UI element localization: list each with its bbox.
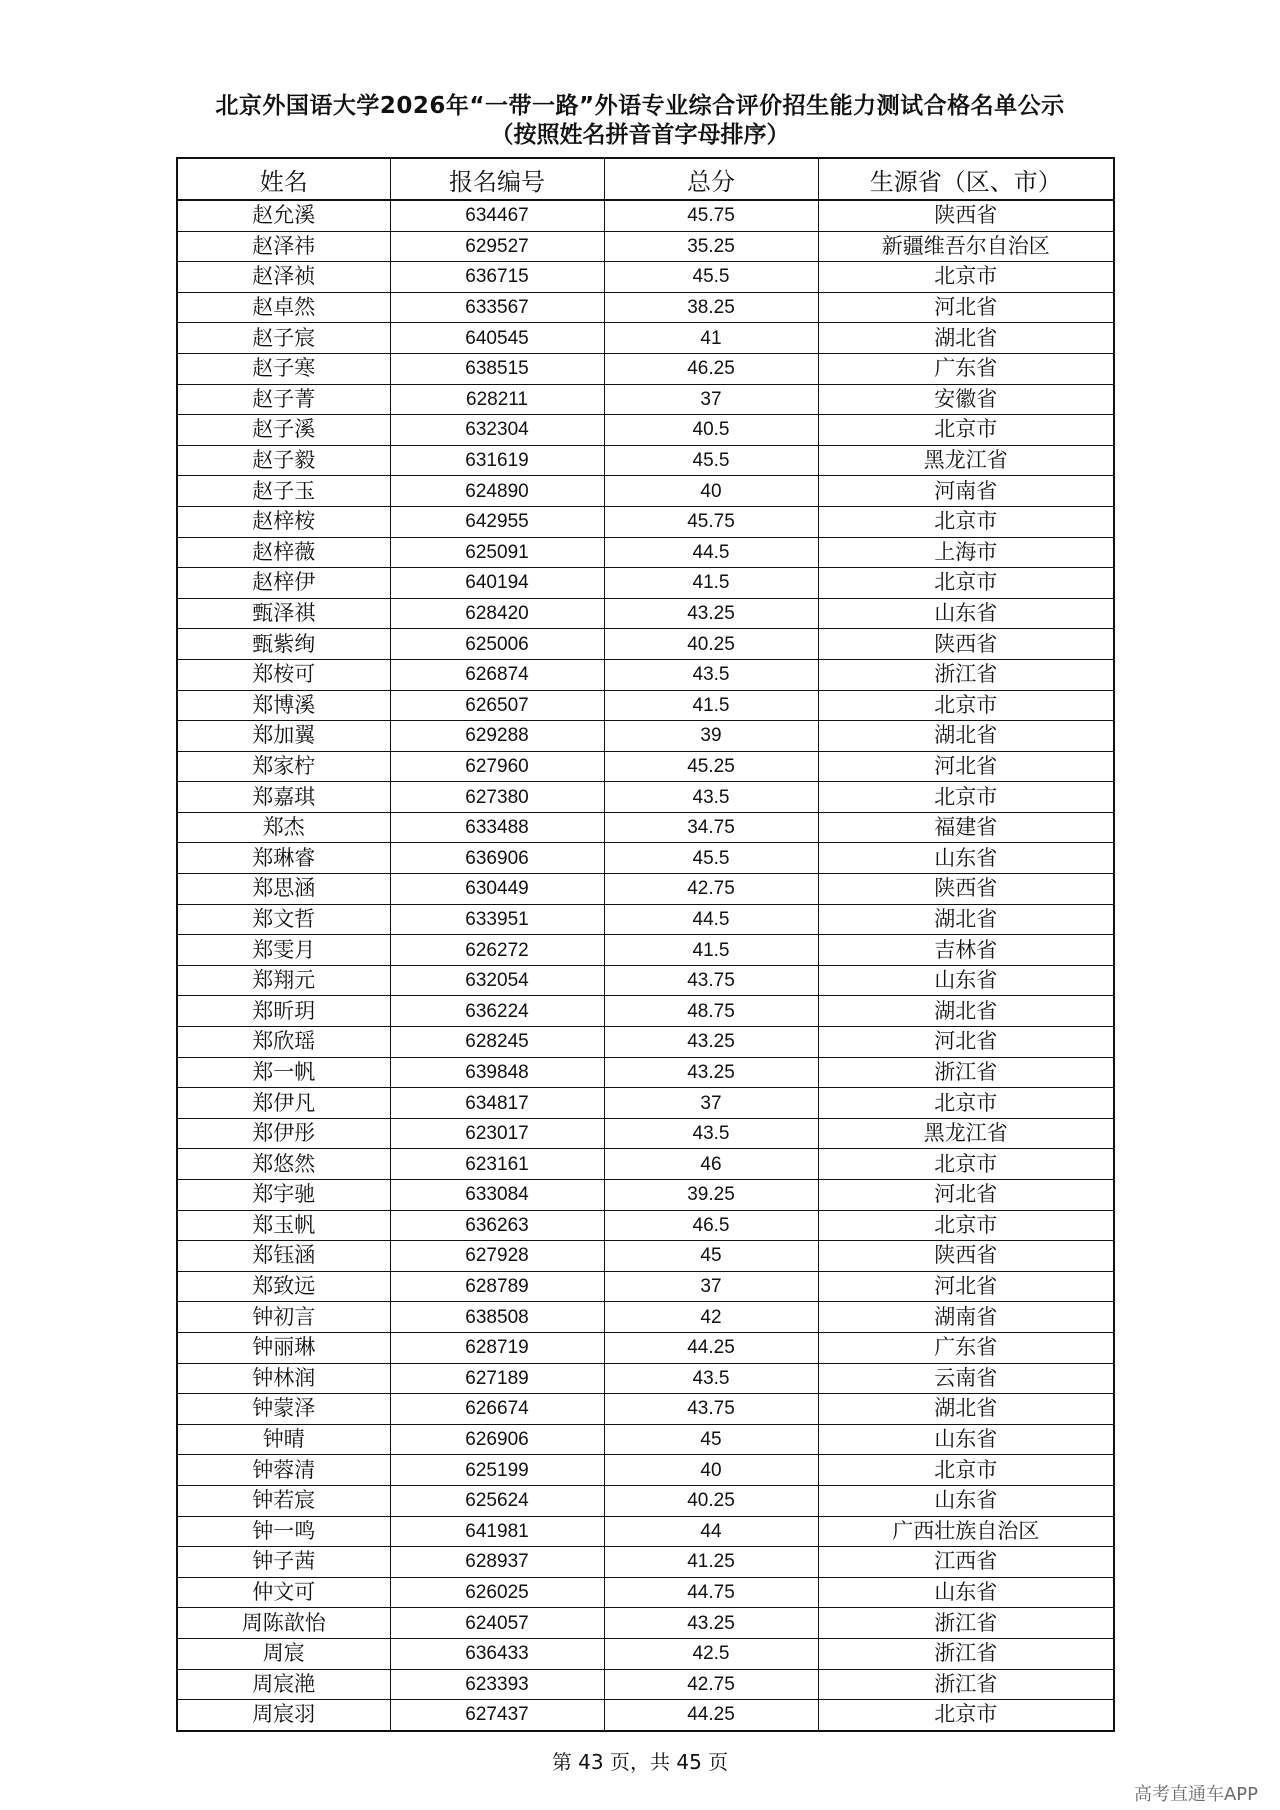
cell-province: 北京市	[818, 1149, 1114, 1180]
cell-registration-number: 639848	[390, 1057, 604, 1088]
cell-registration-number: 627928	[390, 1241, 604, 1272]
table-row	[177, 1363, 1114, 1394]
cell-registration-number: 627437	[390, 1700, 604, 1731]
cell-registration-number: 638508	[390, 1302, 604, 1333]
cell-name: 郑文哲	[177, 904, 390, 935]
cell-province: 北京市	[818, 506, 1114, 537]
cell-total-score: 43.25	[604, 598, 818, 629]
cell-total-score: 44.25	[604, 1700, 818, 1731]
cell-name: 郑宇驰	[177, 1180, 390, 1211]
cell-registration-number: 626874	[390, 659, 604, 690]
cell-name: 仲文可	[177, 1577, 390, 1608]
cell-registration-number: 631619	[390, 445, 604, 476]
cell-total-score: 40.25	[604, 1485, 818, 1516]
column-header-total-score: 总分	[604, 158, 818, 200]
cell-province: 湖北省	[818, 904, 1114, 935]
cell-name: 郑翔元	[177, 965, 390, 996]
cell-name: 钟初言	[177, 1302, 390, 1333]
column-header-registration-number: 报名编号	[390, 158, 604, 200]
cell-registration-number: 628211	[390, 384, 604, 415]
cell-total-score: 44	[604, 1516, 818, 1547]
cell-total-score: 45.5	[604, 262, 818, 293]
cell-registration-number: 640194	[390, 568, 604, 599]
table-row	[177, 415, 1114, 446]
cell-registration-number: 636906	[390, 843, 604, 874]
table-row	[177, 1241, 1114, 1272]
cell-province: 浙江省	[818, 659, 1114, 690]
cell-province: 广东省	[818, 1332, 1114, 1363]
cell-name: 钟蓉清	[177, 1455, 390, 1486]
cell-province: 北京市	[818, 1455, 1114, 1486]
cell-name: 赵子玉	[177, 476, 390, 507]
cell-province: 安徽省	[818, 384, 1114, 415]
cell-province: 江西省	[818, 1547, 1114, 1578]
cell-total-score: 43.5	[604, 1118, 818, 1149]
cell-province: 上海市	[818, 537, 1114, 568]
table-row	[177, 568, 1114, 599]
cell-province: 浙江省	[818, 1669, 1114, 1700]
cell-province: 北京市	[818, 1088, 1114, 1119]
cell-province: 北京市	[818, 1700, 1114, 1731]
cell-total-score: 43.25	[604, 1057, 818, 1088]
table-row	[177, 1547, 1114, 1578]
cell-name: 赵梓伊	[177, 568, 390, 599]
cell-name: 赵泽祎	[177, 231, 390, 262]
cell-total-score: 44.25	[604, 1332, 818, 1363]
table-row	[177, 1424, 1114, 1455]
table-row	[177, 659, 1114, 690]
cell-province: 北京市	[818, 782, 1114, 813]
cell-total-score: 42.5	[604, 1638, 818, 1669]
cell-province: 北京市	[818, 1210, 1114, 1241]
column-header-name: 姓名	[177, 158, 390, 200]
cell-province: 北京市	[818, 415, 1114, 446]
cell-name: 郑家柠	[177, 751, 390, 782]
cell-total-score: 42.75	[604, 874, 818, 905]
table-row	[177, 1485, 1114, 1516]
table-row	[177, 1638, 1114, 1669]
cell-registration-number: 628937	[390, 1547, 604, 1578]
cell-name: 钟若宸	[177, 1485, 390, 1516]
table-row	[177, 200, 1114, 231]
cell-province: 黑龙江省	[818, 445, 1114, 476]
cell-name: 郑桉可	[177, 659, 390, 690]
cell-registration-number: 626272	[390, 935, 604, 966]
cell-name: 赵卓然	[177, 292, 390, 323]
cell-registration-number: 625006	[390, 629, 604, 660]
cell-name: 郑伊彤	[177, 1118, 390, 1149]
table-row	[177, 782, 1114, 813]
cell-province: 河南省	[818, 476, 1114, 507]
cell-registration-number: 642955	[390, 506, 604, 537]
cell-registration-number: 628789	[390, 1271, 604, 1302]
cell-name: 钟晴	[177, 1424, 390, 1455]
cell-registration-number: 624890	[390, 476, 604, 507]
cell-province: 湖北省	[818, 323, 1114, 354]
cell-total-score: 43.75	[604, 1394, 818, 1425]
cell-province: 河北省	[818, 751, 1114, 782]
table-row	[177, 262, 1114, 293]
table-row	[177, 1302, 1114, 1333]
table-row	[177, 1700, 1114, 1731]
cell-total-score: 40	[604, 1455, 818, 1486]
cell-registration-number: 625091	[390, 537, 604, 568]
cell-name: 郑思涵	[177, 874, 390, 905]
cell-name: 赵梓桉	[177, 506, 390, 537]
cell-total-score: 41.5	[604, 935, 818, 966]
table-row	[177, 1577, 1114, 1608]
cell-total-score: 37	[604, 384, 818, 415]
table-row	[177, 629, 1114, 660]
cell-registration-number: 623393	[390, 1669, 604, 1700]
cell-registration-number: 625199	[390, 1455, 604, 1486]
cell-registration-number: 628245	[390, 1027, 604, 1058]
cell-total-score: 45.25	[604, 751, 818, 782]
cell-registration-number: 625624	[390, 1485, 604, 1516]
cell-province: 浙江省	[818, 1057, 1114, 1088]
cell-name: 郑杰	[177, 812, 390, 843]
cell-name: 赵允溪	[177, 200, 390, 231]
cell-total-score: 43.25	[604, 1027, 818, 1058]
cell-total-score: 46	[604, 1149, 818, 1180]
cell-province: 河北省	[818, 1027, 1114, 1058]
cell-total-score: 45.5	[604, 445, 818, 476]
cell-name: 钟林润	[177, 1363, 390, 1394]
table-row	[177, 996, 1114, 1027]
cell-province: 河北省	[818, 1180, 1114, 1211]
cell-name: 周宸滟	[177, 1669, 390, 1700]
cell-registration-number: 626906	[390, 1424, 604, 1455]
cell-province: 山东省	[818, 1485, 1114, 1516]
cell-province: 吉林省	[818, 935, 1114, 966]
document-subtitle: （按照姓名拼音首字母排序）	[490, 122, 790, 148]
cell-name: 钟一鸣	[177, 1516, 390, 1547]
table-row	[177, 843, 1114, 874]
table-row	[177, 1149, 1114, 1180]
table-row	[177, 904, 1114, 935]
table-row	[177, 874, 1114, 905]
cell-total-score: 46.25	[604, 353, 818, 384]
cell-total-score: 45.75	[604, 506, 818, 537]
table-row	[177, 353, 1114, 384]
cell-province: 陕西省	[818, 1241, 1114, 1272]
cell-registration-number: 634467	[390, 200, 604, 231]
cell-name: 甄紫绚	[177, 629, 390, 660]
cell-name: 赵子宸	[177, 323, 390, 354]
cell-name: 郑欣瑶	[177, 1027, 390, 1058]
cell-name: 郑致远	[177, 1271, 390, 1302]
cell-name: 甄泽祺	[177, 598, 390, 629]
watermark: 高考直通车APP	[1133, 1784, 1258, 1805]
cell-name: 郑嘉琪	[177, 782, 390, 813]
table-row	[177, 1455, 1114, 1486]
table-row	[177, 231, 1114, 262]
table-row	[177, 537, 1114, 568]
cell-name: 赵泽祯	[177, 262, 390, 293]
cell-registration-number: 636433	[390, 1638, 604, 1669]
cell-name: 郑悠然	[177, 1149, 390, 1180]
table-row	[177, 690, 1114, 721]
table-row	[177, 1088, 1114, 1119]
cell-province: 北京市	[818, 262, 1114, 293]
table-row	[177, 812, 1114, 843]
cell-registration-number: 633488	[390, 812, 604, 843]
table-row	[177, 1027, 1114, 1058]
cell-name: 周陈歆怡	[177, 1608, 390, 1639]
cell-registration-number: 626507	[390, 690, 604, 721]
cell-province: 山东省	[818, 598, 1114, 629]
table-body	[177, 200, 1114, 1731]
cell-name: 赵子溪	[177, 415, 390, 446]
cell-name: 周宸	[177, 1638, 390, 1669]
table-header-row	[177, 158, 1114, 200]
table-row	[177, 1118, 1114, 1149]
table-row	[177, 1210, 1114, 1241]
cell-province: 山东省	[818, 965, 1114, 996]
cell-total-score: 45.5	[604, 843, 818, 874]
cell-province: 云南省	[818, 1363, 1114, 1394]
table-row	[177, 721, 1114, 752]
cell-total-score: 43.75	[604, 965, 818, 996]
table-row	[177, 384, 1114, 415]
cell-name: 赵子毅	[177, 445, 390, 476]
cell-registration-number: 627380	[390, 782, 604, 813]
cell-province: 山东省	[818, 1577, 1114, 1608]
cell-registration-number: 623017	[390, 1118, 604, 1149]
table-row	[177, 1271, 1114, 1302]
cell-registration-number: 627960	[390, 751, 604, 782]
table-row	[177, 1057, 1114, 1088]
cell-total-score: 37	[604, 1271, 818, 1302]
column-header-province: 生源省（区、市）	[818, 158, 1114, 200]
cell-province: 山东省	[818, 1424, 1114, 1455]
cell-province: 山东省	[818, 843, 1114, 874]
cell-total-score: 45.75	[604, 200, 818, 231]
cell-total-score: 43.25	[604, 1608, 818, 1639]
cell-name: 郑伊凡	[177, 1088, 390, 1119]
cell-registration-number: 628420	[390, 598, 604, 629]
table-row	[177, 1332, 1114, 1363]
cell-total-score: 42	[604, 1302, 818, 1333]
cell-total-score: 40	[604, 476, 818, 507]
table-row	[177, 292, 1114, 323]
cell-registration-number: 629527	[390, 231, 604, 262]
cell-total-score: 44.5	[604, 904, 818, 935]
cell-registration-number: 633951	[390, 904, 604, 935]
cell-name: 周宸羽	[177, 1700, 390, 1731]
cell-province: 陕西省	[818, 874, 1114, 905]
cell-total-score: 37	[604, 1088, 818, 1119]
cell-province: 福建省	[818, 812, 1114, 843]
cell-total-score: 35.25	[604, 231, 818, 262]
cell-total-score: 45	[604, 1424, 818, 1455]
cell-province: 黑龙江省	[818, 1118, 1114, 1149]
cell-province: 陕西省	[818, 629, 1114, 660]
table-row	[177, 1394, 1114, 1425]
table-row	[177, 935, 1114, 966]
table-row	[177, 1180, 1114, 1211]
cell-name: 钟子茜	[177, 1547, 390, 1578]
cell-registration-number: 636263	[390, 1210, 604, 1241]
cell-total-score: 45	[604, 1241, 818, 1272]
cell-total-score: 41.25	[604, 1547, 818, 1578]
cell-total-score: 40.5	[604, 415, 818, 446]
qualified-list-table	[176, 157, 1115, 1732]
cell-name: 郑一帆	[177, 1057, 390, 1088]
cell-total-score: 43.5	[604, 782, 818, 813]
cell-province: 北京市	[818, 568, 1114, 599]
table-row	[177, 476, 1114, 507]
cell-total-score: 43.5	[604, 659, 818, 690]
cell-name: 赵子寒	[177, 353, 390, 384]
cell-total-score: 40.25	[604, 629, 818, 660]
cell-name: 赵梓薇	[177, 537, 390, 568]
cell-name: 郑博溪	[177, 690, 390, 721]
cell-total-score: 43.5	[604, 1363, 818, 1394]
cell-name: 郑雯月	[177, 935, 390, 966]
table-row	[177, 323, 1114, 354]
cell-registration-number: 640545	[390, 323, 604, 354]
cell-name: 郑琳睿	[177, 843, 390, 874]
cell-name: 郑玉帆	[177, 1210, 390, 1241]
cell-province: 广西壮族自治区	[818, 1516, 1114, 1547]
cell-registration-number: 636715	[390, 262, 604, 293]
cell-name: 郑加翼	[177, 721, 390, 752]
cell-registration-number: 623161	[390, 1149, 604, 1180]
cell-total-score: 46.5	[604, 1210, 818, 1241]
cell-province: 河北省	[818, 292, 1114, 323]
table-row	[177, 965, 1114, 996]
cell-registration-number: 638515	[390, 353, 604, 384]
cell-registration-number: 636224	[390, 996, 604, 1027]
cell-registration-number: 633084	[390, 1180, 604, 1211]
table-row	[177, 445, 1114, 476]
cell-registration-number: 629288	[390, 721, 604, 752]
cell-name: 郑昕玥	[177, 996, 390, 1027]
cell-registration-number: 633567	[390, 292, 604, 323]
table-row	[177, 506, 1114, 537]
cell-province: 北京市	[818, 690, 1114, 721]
table-row	[177, 1608, 1114, 1639]
cell-total-score: 41.5	[604, 690, 818, 721]
cell-province: 陕西省	[818, 200, 1114, 231]
cell-name: 赵子菁	[177, 384, 390, 415]
document-title: 北京外国语大学2026年“一带一路”外语专业综合评价招生能力测试合格名单公示	[215, 93, 1065, 119]
cell-total-score: 41.5	[604, 568, 818, 599]
cell-registration-number: 641981	[390, 1516, 604, 1547]
page-number: 第 43 页，共 45 页	[551, 1750, 729, 1774]
cell-total-score: 39.25	[604, 1180, 818, 1211]
cell-province: 广东省	[818, 353, 1114, 384]
cell-province: 湖北省	[818, 996, 1114, 1027]
cell-name: 钟蒙泽	[177, 1394, 390, 1425]
cell-province: 浙江省	[818, 1608, 1114, 1639]
cell-province: 新疆维吾尔自治区	[818, 231, 1114, 262]
cell-province: 湖北省	[818, 1394, 1114, 1425]
cell-total-score: 34.75	[604, 812, 818, 843]
cell-registration-number: 632304	[390, 415, 604, 446]
cell-name: 郑钰涵	[177, 1241, 390, 1272]
cell-province: 湖南省	[818, 1302, 1114, 1333]
cell-total-score: 48.75	[604, 996, 818, 1027]
cell-registration-number: 626674	[390, 1394, 604, 1425]
cell-registration-number: 627189	[390, 1363, 604, 1394]
cell-province: 河北省	[818, 1271, 1114, 1302]
table-row	[177, 598, 1114, 629]
cell-registration-number: 630449	[390, 874, 604, 905]
table-row	[177, 1516, 1114, 1547]
cell-province: 浙江省	[818, 1638, 1114, 1669]
cell-total-score: 41	[604, 323, 818, 354]
cell-total-score: 42.75	[604, 1669, 818, 1700]
cell-registration-number: 624057	[390, 1608, 604, 1639]
cell-registration-number: 626025	[390, 1577, 604, 1608]
table-row	[177, 1669, 1114, 1700]
cell-registration-number: 634817	[390, 1088, 604, 1119]
cell-total-score: 39	[604, 721, 818, 752]
cell-province: 湖北省	[818, 721, 1114, 752]
cell-registration-number: 632054	[390, 965, 604, 996]
table-row	[177, 751, 1114, 782]
cell-total-score: 44.5	[604, 537, 818, 568]
cell-total-score: 38.25	[604, 292, 818, 323]
cell-name: 钟丽琳	[177, 1332, 390, 1363]
cell-registration-number: 628719	[390, 1332, 604, 1363]
cell-total-score: 44.75	[604, 1577, 818, 1608]
